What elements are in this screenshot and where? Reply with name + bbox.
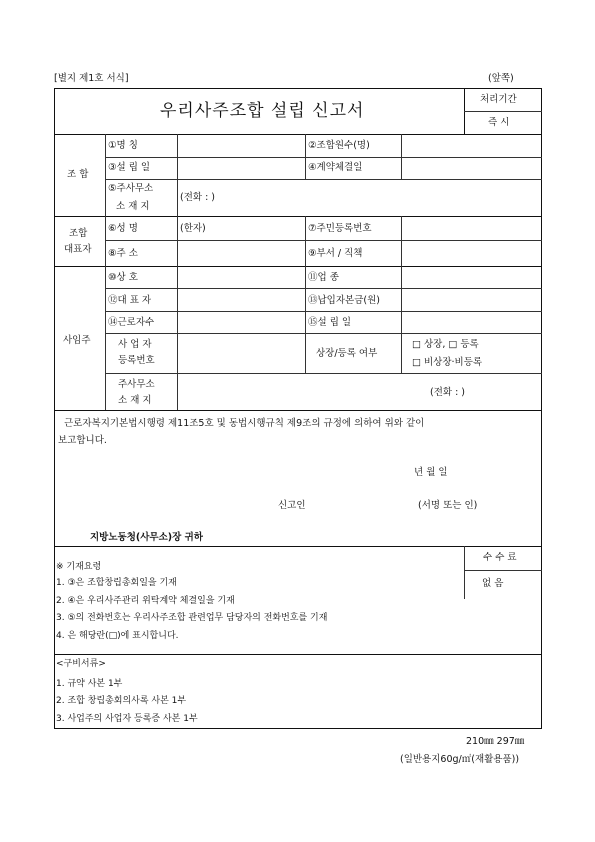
union-members-label: ②조합원수(명) <box>308 140 370 151</box>
signature-label: (서명 또는 인) <box>418 500 478 511</box>
doc-item: 1. 규약 사본 1부 <box>56 679 123 689</box>
trade-name-label: ⑩상 호 <box>108 272 138 283</box>
statement-line-1: 근로자복지기본법시행령 제11조5호 및 동법시행규칙 제9조의 규정에 의하여 위와 같이 <box>64 418 425 429</box>
note-item: 1. ③은 조합창립총회일을 기재 <box>56 578 177 588</box>
union-name-label: ①명 칭 <box>108 140 138 151</box>
union-section-label: 조 합 <box>67 169 89 180</box>
note-item: 3. ⑤의 전화번호는 우리사주조합 관련업무 담당자의 전화번호를 기재 <box>56 613 328 623</box>
page-title: 우리사주조합 설립 신고서 <box>160 101 365 121</box>
paper-spec: (일반용지60g/㎡(재활용품)) <box>400 754 520 765</box>
employer-phone: (전화 : ) <box>430 387 466 398</box>
listing-option-unlisted[interactable]: □ 비상장·비등록 <box>412 357 483 368</box>
employer-address-label-2: 소 재 지 <box>118 395 152 406</box>
industry-label: ⑪업 종 <box>308 272 339 283</box>
note-item: 2. ④은 우리사주관리 위탁계약 체결일을 기재 <box>56 596 235 606</box>
fee-value: 없 음 <box>482 578 504 589</box>
union-est-date-label: ③설 립 일 <box>108 162 151 173</box>
union-address-label-2: 소 재 지 <box>116 201 150 212</box>
ceo-label: ⑫대 표 자 <box>108 295 152 306</box>
rep-dept-label: ⑨부서 / 직책 <box>308 248 363 259</box>
form-number: [별지 제1호 서식] <box>54 73 129 84</box>
report-date: 년 월 일 <box>414 467 448 478</box>
statement-line-2: 보고합니다. <box>58 435 107 446</box>
page-side-label: (앞쪽) <box>488 73 514 84</box>
employer-address-label-1: 주사무소 <box>118 379 155 390</box>
rep-section-label-2: 대표자 <box>64 244 92 255</box>
reporter-label: 신고인 <box>278 500 306 511</box>
capital-label: ⑬납입자본금(원) <box>308 295 380 306</box>
paper-size: 210㎜ 297㎜ <box>466 736 525 747</box>
listing-status-label: 상장/등록 여부 <box>316 348 378 359</box>
employer-est-date-label: ⑮설 립 일 <box>308 317 352 328</box>
docs-title: <구비서류> <box>56 659 106 669</box>
business-no-label-1: 사 업 자 <box>118 339 152 350</box>
rep-rrn-label: ⑦주민등록번호 <box>308 223 372 234</box>
rep-address-label: ⑧주 소 <box>108 248 138 259</box>
fee-label: 수 수 료 <box>483 552 517 563</box>
employer-section-label: 사임주 <box>63 335 91 346</box>
rep-section-label-1: 조합 <box>69 228 88 239</box>
addressee: 지방노동청(사무소)장 귀하 <box>90 532 203 543</box>
rep-hanja-label: (한자) <box>180 223 206 234</box>
listing-option-listed[interactable]: □ 상장, □ 등록 <box>412 339 479 350</box>
notes-title: ※ 기재요령 <box>56 562 102 572</box>
union-address-label-1: ⑤주사무소 <box>108 183 154 194</box>
business-no-label-2: 등록번호 <box>118 355 155 366</box>
union-contract-date-label: ④계약체결일 <box>308 162 363 173</box>
doc-item: 2. 조합 창립총회의사록 사본 1부 <box>56 696 187 706</box>
doc-item: 3. 사업주의 사업자 등록증 사본 1부 <box>56 714 198 724</box>
union-phone: (전화 : ) <box>180 192 216 203</box>
rep-name-label: ⑥성 명 <box>108 223 138 234</box>
processing-period-value: 즉 시 <box>488 117 510 128</box>
processing-period-label: 처리기간 <box>480 94 517 105</box>
workers-label: ⑭근로자수 <box>108 317 155 328</box>
note-item: 4. 은 해당란(□)에 표시합니다. <box>56 631 179 641</box>
